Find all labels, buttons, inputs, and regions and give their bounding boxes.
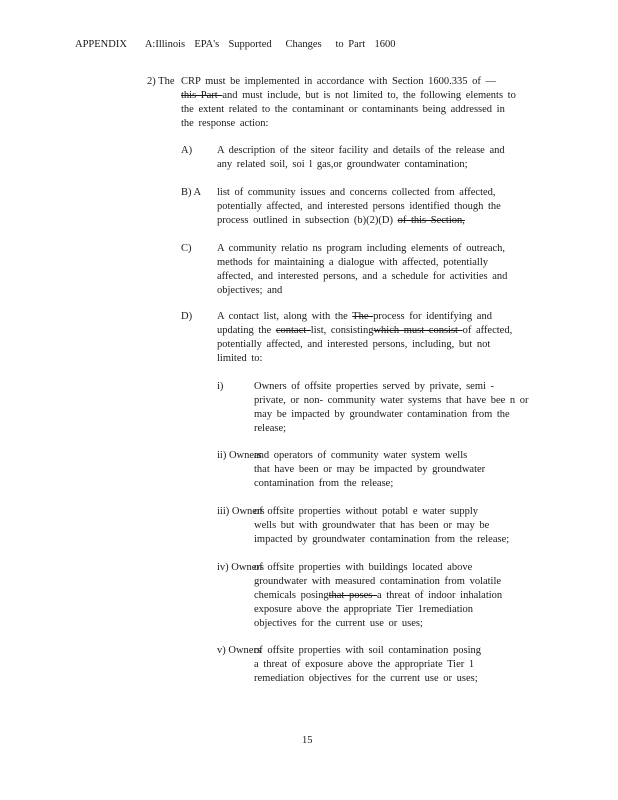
text-segment: private, or non- community water systems that have bee n or	[254, 395, 529, 406]
text-segment: that have been or may be impacted by groundwater	[254, 464, 486, 475]
text-line	[217, 352, 512, 366]
text-segment: affected, and interested persons, and a schedule for activities and	[217, 271, 508, 282]
text-line	[217, 270, 507, 284]
item-2-paragraph	[181, 75, 516, 131]
text-segment: chemicals posing	[254, 590, 329, 601]
text-segment: potentially affected, and interested persons, including, but not	[217, 339, 491, 350]
text-segment: and must include, but is not limited to, the following elements to	[222, 90, 516, 101]
subsubitem-i-label: i)	[217, 381, 224, 392]
subsubitem-i-paragraph	[254, 380, 529, 436]
text-segment: a threat of indoor inhalation	[376, 590, 503, 601]
subsubitem-iv-label: iv) Owners	[217, 562, 264, 573]
text-segment: process for identifying and	[373, 311, 492, 322]
subsubitem-v-label: v) Owners	[217, 645, 262, 656]
text-segment: objectives for the current use or uses;	[254, 618, 423, 629]
text-segment: impacted by groundwater contamination from the release;	[254, 534, 510, 545]
item-2-label: 2) The	[147, 76, 175, 87]
subsubitem-v-paragraph	[254, 644, 481, 686]
text-line	[254, 672, 481, 686]
page-number: 15	[302, 735, 313, 746]
text-segment: updating the	[217, 325, 276, 336]
text-segment: A contact list, along with the	[217, 311, 353, 322]
text-segment: of offsite properties without potabl e water supply	[254, 506, 479, 517]
text-line	[254, 408, 529, 422]
struck-text: that poses	[328, 590, 377, 601]
text-segment: release;	[254, 423, 287, 434]
text-segment: A community relatio ns program including elements of outreach,	[217, 243, 506, 254]
text-segment: a threat of exposure above the appropriate Tier 1	[254, 659, 475, 670]
text-segment: objectives; and	[217, 285, 283, 296]
text-segment: process outlined in subsection (b)(2)(D)	[217, 215, 398, 226]
text-segment: of offsite properties with soil contamination posing	[254, 645, 482, 656]
text-segment: of affected,	[462, 325, 513, 336]
subsubitem-iii-label: iii) Owners	[217, 506, 265, 517]
text-segment: exposure above the appropriate Tier 1remediation	[254, 604, 474, 615]
text-line	[254, 449, 485, 463]
subsubitem-iii-paragraph	[254, 505, 509, 547]
text-line	[217, 200, 501, 214]
text-line	[181, 117, 516, 131]
text-line	[217, 256, 507, 270]
struck-text: The	[352, 311, 374, 322]
struck-text: of this Section,	[397, 215, 465, 226]
subitem-a-label: A)	[181, 145, 193, 156]
text-segment: and operators of community water system wells	[254, 450, 468, 461]
text-line	[217, 158, 505, 172]
text-line	[181, 103, 516, 117]
text-line	[254, 505, 509, 519]
subitem-b-paragraph	[217, 186, 501, 228]
text-segment: the response action:	[181, 118, 269, 129]
text-line	[254, 477, 485, 491]
text-segment: limited to:	[217, 353, 263, 364]
text-line	[181, 75, 516, 89]
subitem-c-paragraph	[217, 242, 507, 298]
text-segment: potentially affected, and interested persons identified though the	[217, 201, 501, 212]
text-line	[217, 338, 512, 352]
text-line	[181, 89, 516, 103]
subsubitem-iv-paragraph	[254, 561, 502, 631]
struck-text: which must consist	[373, 325, 463, 336]
text-line	[254, 575, 502, 589]
text-line	[254, 589, 502, 603]
struck-text: this Part	[181, 90, 223, 101]
text-line	[254, 422, 529, 436]
text-line	[254, 463, 485, 477]
text-line	[217, 324, 512, 338]
text-segment: CRP must be implemented in accordance with Section 1600.335 of —	[181, 76, 497, 87]
text-segment: wells but with groundwater that has been or may be	[254, 520, 490, 531]
text-segment: list, consisting	[310, 325, 374, 336]
text-line	[217, 242, 507, 256]
text-line	[254, 561, 502, 575]
subsubitem-ii-label: ii) Owners	[217, 450, 262, 461]
text-segment: methods for maintaining a dialogue with affected, potentially	[217, 257, 488, 268]
subitem-d-label: D)	[181, 311, 193, 322]
text-line	[254, 617, 502, 631]
subitem-a-paragraph	[217, 144, 505, 172]
text-segment: may be impacted by groundwater contamination from the	[254, 409, 510, 420]
subitem-d-paragraph	[217, 310, 512, 366]
text-line	[254, 603, 502, 617]
subsubitem-ii-paragraph	[254, 449, 485, 491]
text-line	[254, 658, 481, 672]
appendix-header: APPENDIX A:Illinois EPA's Supported Changes to Part 1600	[75, 39, 396, 50]
text-line	[199, 186, 501, 200]
text-segment: Owners of offsite properties served by private, semi -	[254, 381, 495, 392]
text-line	[254, 394, 529, 408]
subitem-c-label: C)	[181, 243, 192, 254]
text-segment: groundwater with measured contamination from volatile	[254, 576, 502, 587]
text-segment: remediation objectives for the current use or uses;	[254, 673, 478, 684]
text-line	[217, 144, 505, 158]
text-line	[217, 214, 501, 228]
text-line	[254, 533, 509, 547]
text-segment: of offsite properties with buildings located above	[254, 562, 473, 573]
text-line	[217, 284, 507, 298]
text-line	[217, 310, 512, 324]
text-segment: contamination from the release;	[254, 478, 394, 489]
text-segment: any related soil, soi l gas,or groundwater contamination;	[217, 159, 468, 170]
struck-text: contact	[275, 325, 311, 336]
subitem-b-label: B) A	[181, 187, 202, 198]
text-segment: list of community issues and concerns collected from affected,	[217, 187, 496, 198]
text-segment: A description of the siteor facility and details of the release and	[217, 145, 505, 156]
text-line	[254, 644, 481, 658]
text-line	[254, 380, 529, 394]
text-segment: the extent related to the contaminant or contaminants being addressed in	[181, 104, 505, 115]
text-line	[254, 519, 509, 533]
